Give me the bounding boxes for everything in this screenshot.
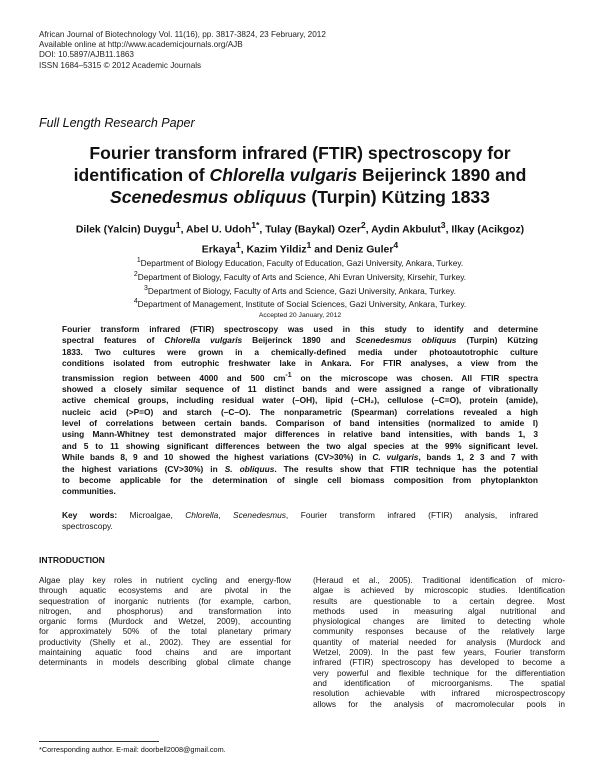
body-line: physiological changes are limited to detecting whole (313, 616, 565, 627)
abstract-line (62, 335, 538, 346)
author-affil-sup: 4 (393, 239, 399, 250)
abstract-text: (Turpin) Kützing (456, 335, 538, 346)
journal-doi: DOI: 10.5897/AJB11.1863 (39, 50, 134, 60)
paper-title (34, 142, 566, 208)
body-line: organic forms (Murdock and Wetzel, 2009), accounting (39, 616, 291, 627)
journal-header (39, 30, 326, 71)
abstract-text: , bands 1, 2 3 and 7 with (418, 452, 538, 463)
affil-number: 1 (251, 220, 257, 230)
affiliation-text: Department of Biology, Faculty of Arts and Science, Gazi University, Ankara, Turkey. (147, 285, 456, 296)
affiliation-text: Department of Biology, Faculty of Arts and Science, Ahi Evran University, Kirsehir, Turkey. (137, 271, 467, 282)
unit-superscript: -1 (285, 371, 292, 379)
author-affil-sup: 2 (360, 220, 366, 230)
title-text: Beijerinck 1890 and (357, 165, 527, 185)
body-line: resolution achievable with infrared microspectroscopy (313, 688, 565, 699)
abstract-text: Beijerinck 1890 and (242, 335, 356, 346)
keyword-text: Scenedesmus (233, 510, 286, 520)
body-line: productivity (Shelly et al., 2002). They are essential for (39, 636, 291, 647)
body-line: sequestration of inorganic nutrients (for example, carbon, (39, 595, 291, 606)
author-line-1 (40, 218, 560, 238)
title-text: (Turpin) Kützing 1833 (306, 187, 490, 207)
affiliation-number: 1 (136, 257, 141, 264)
affiliation-text: Department of Biology Education, Faculty of Education, Gazi University, Ankara, Turkey. (140, 257, 464, 268)
affiliation (40, 283, 560, 297)
abstract-line: conditions isolated from eutrophic freshwater lake in Ankara. For FTIR analyses, a view from the (62, 358, 538, 369)
body-line: methods used in measuring algal nutritional and (313, 605, 565, 616)
keywords (62, 510, 538, 533)
body-line: community responses because of the relatively large (313, 626, 565, 637)
species-name: Scenedesmus obliquus (355, 335, 457, 346)
author-name: Ilkay (Acikgoz) (451, 224, 525, 236)
affiliation (40, 269, 560, 283)
journal-citation: African Journal of Biotechnology Vol. 11(16), pp. 3817-3824, 23 February, 2012 (39, 30, 326, 39)
body-line: Wetzel, 2009). In the past few years, Fourier transform (313, 647, 565, 658)
keyword-text: , Fourier transform infrared (FTIR) analysis, infrared (285, 510, 539, 520)
species-name: Chlorella vulgaris (164, 335, 243, 346)
author-list (40, 218, 560, 258)
corresponding-star: * (256, 220, 260, 230)
affiliation (40, 255, 560, 269)
author-separator: , (445, 224, 452, 236)
abstract-line: using Mann-Whitney test demonstrated major differences in relative band intensities, with bands 1, 3 (62, 429, 538, 440)
body-column-right (313, 575, 565, 709)
author-name: Dilek (Yalcin) Duygu (75, 224, 176, 236)
body-line: Algae play key roles in nutrient cycling and energy-flow (39, 575, 291, 585)
species-name: Scenedesmus obliquus (110, 187, 307, 207)
abstract-line: nucleic acid (>P=O) and starch (–C–O). The nonparametric (Spearman) correlations revealed a high (62, 406, 538, 417)
body-line: determinants in models describing global climate change (39, 657, 291, 668)
author-name: Tulay (Baykal) Ozer (265, 224, 361, 236)
keywords-line: spectroscopy. (62, 521, 113, 532)
abstract-text: on the microscope was chosen. All FTIR spectra (291, 372, 538, 383)
affiliation-number: 3 (144, 284, 148, 292)
abstract-line: and 5 to 11 showing significant differences between the two algal species at the 99% significant level. (62, 440, 538, 451)
author-affil-sup: 3 (440, 220, 446, 230)
title-line-3 (34, 186, 566, 208)
title-line-1: Fourier transform infrared (FTIR) spectroscopy for (89, 143, 511, 163)
keyword-text: , (218, 510, 234, 520)
species-name: S. obliquus (224, 463, 275, 474)
abstract-line: level of correlations between certain bands. Comparison of band intensities (normalized to amide I) (62, 418, 538, 429)
title-text: identification of (73, 165, 210, 185)
abstract-text: While bands 8, 9 and 10 showed the highest variations (CV>30%) in (62, 452, 373, 463)
author-separator: , (240, 244, 247, 256)
body-line: very powerful and flexible technique for the differentiation (313, 667, 565, 678)
author-separator: , (259, 224, 266, 236)
body-line: for approximately 50% of the total planetary primary (39, 626, 291, 637)
abstract-text: spectral features of (62, 335, 165, 346)
abstract-text: the highest variations (CV>30%) in (62, 463, 225, 474)
abstract-line (62, 370, 538, 384)
paper-type: Full Length Research Paper (39, 116, 195, 130)
body-column-left (39, 575, 291, 668)
affiliations (40, 255, 560, 310)
species-name: Chlorella vulgaris (209, 165, 358, 185)
body-line: results are questionable to a certain degree. Most (313, 595, 565, 606)
abstract-line (62, 452, 538, 463)
species-name: C. vulgaris (372, 452, 419, 463)
body-line: nitrogen, and phosphorus) and transformation into (39, 605, 291, 616)
abstract-line: to become applicable for the determination of single cell biomass composition from phytoplankton (62, 475, 538, 486)
footnote-rule (39, 741, 159, 742)
journal-availability: Available online at http://www.academicjournals.org/AJB (39, 40, 243, 50)
abstract-line: Fourier transform infrared (FTIR) spectroscopy was used in this study to identify and determine (62, 324, 538, 334)
body-line: maintaining aquatic food chains and are important (39, 647, 291, 658)
abstract-text: . The results show that FTIR technique has the potential (274, 463, 538, 474)
affiliation-number: 2 (133, 270, 138, 278)
keywords-label: Key words: (62, 510, 118, 520)
keywords-line (62, 510, 538, 521)
affiliation (40, 296, 560, 310)
author-separator: , (180, 224, 186, 236)
author-affil-sup: 1 (175, 220, 181, 230)
body-line: infrared (FTIR) spectroscopy has developed to become a (313, 657, 565, 668)
keyword-text: Chlorella (185, 510, 219, 520)
body-line: algae is achieved by microscopic studies. Identification (313, 585, 565, 596)
title-line-2 (34, 164, 566, 186)
author-name: Deniz Guler (335, 244, 394, 256)
abstract-text: transmission region between 4000 and 500 cm (62, 372, 286, 383)
keyword-text: Microalgae, (117, 510, 186, 520)
abstract-line: 1833. Two cultures were grown in a chemically-defined media under photoautotrophic culture (62, 346, 538, 357)
section-heading-introduction: INTRODUCTION (39, 555, 105, 565)
affiliation-number: 4 (133, 298, 138, 306)
body-line: quantity of material needed for analysis (Murdock and (313, 636, 565, 647)
corresponding-author-footnote: *Corresponding author. E-mail: doorbell2008@gmail.com. (39, 745, 226, 754)
body-line: through aquatic ecosystems and are pivotal in the (39, 585, 291, 596)
author-name: Kazim Yildiz (246, 244, 307, 256)
author-separator: , (365, 224, 372, 236)
author-name: Aydin Akbulut (371, 224, 441, 236)
affiliation-text: Department of Management, Institute of Social Sciences, Gazi University, Ankara, Turkey. (137, 299, 467, 310)
abstract (62, 324, 538, 498)
body-line: (Heraud et al., 2005). Traditional identification of micro- (313, 575, 565, 585)
author-affil-sup: 1 (306, 239, 312, 250)
body-line: and identification of microorganisms. The spatial (313, 677, 565, 688)
abstract-line: active chemical groups, including residual water (–OH), lipid (–CH₂), cellulose (–C=O), protein (amide), (62, 395, 538, 406)
journal-issn: ISSN 1684–5315 © 2012 Academic Journals (39, 60, 202, 70)
abstract-line (62, 464, 538, 475)
author-name: Erkaya (201, 244, 236, 256)
accepted-date: Accepted 20 January, 2012 (258, 312, 342, 319)
body-line: allows for the analysis of macromolecular pools in (313, 698, 565, 709)
abstract-line: showed a closely similar sequence of 11 distinct bands and were assigned a range of vibrationally (62, 383, 538, 394)
author-affil-sup: 1 (235, 239, 241, 250)
author-separator: and (311, 244, 336, 256)
author-name: Abel U. Udoh (185, 224, 252, 236)
abstract-line: communities. (62, 486, 116, 497)
